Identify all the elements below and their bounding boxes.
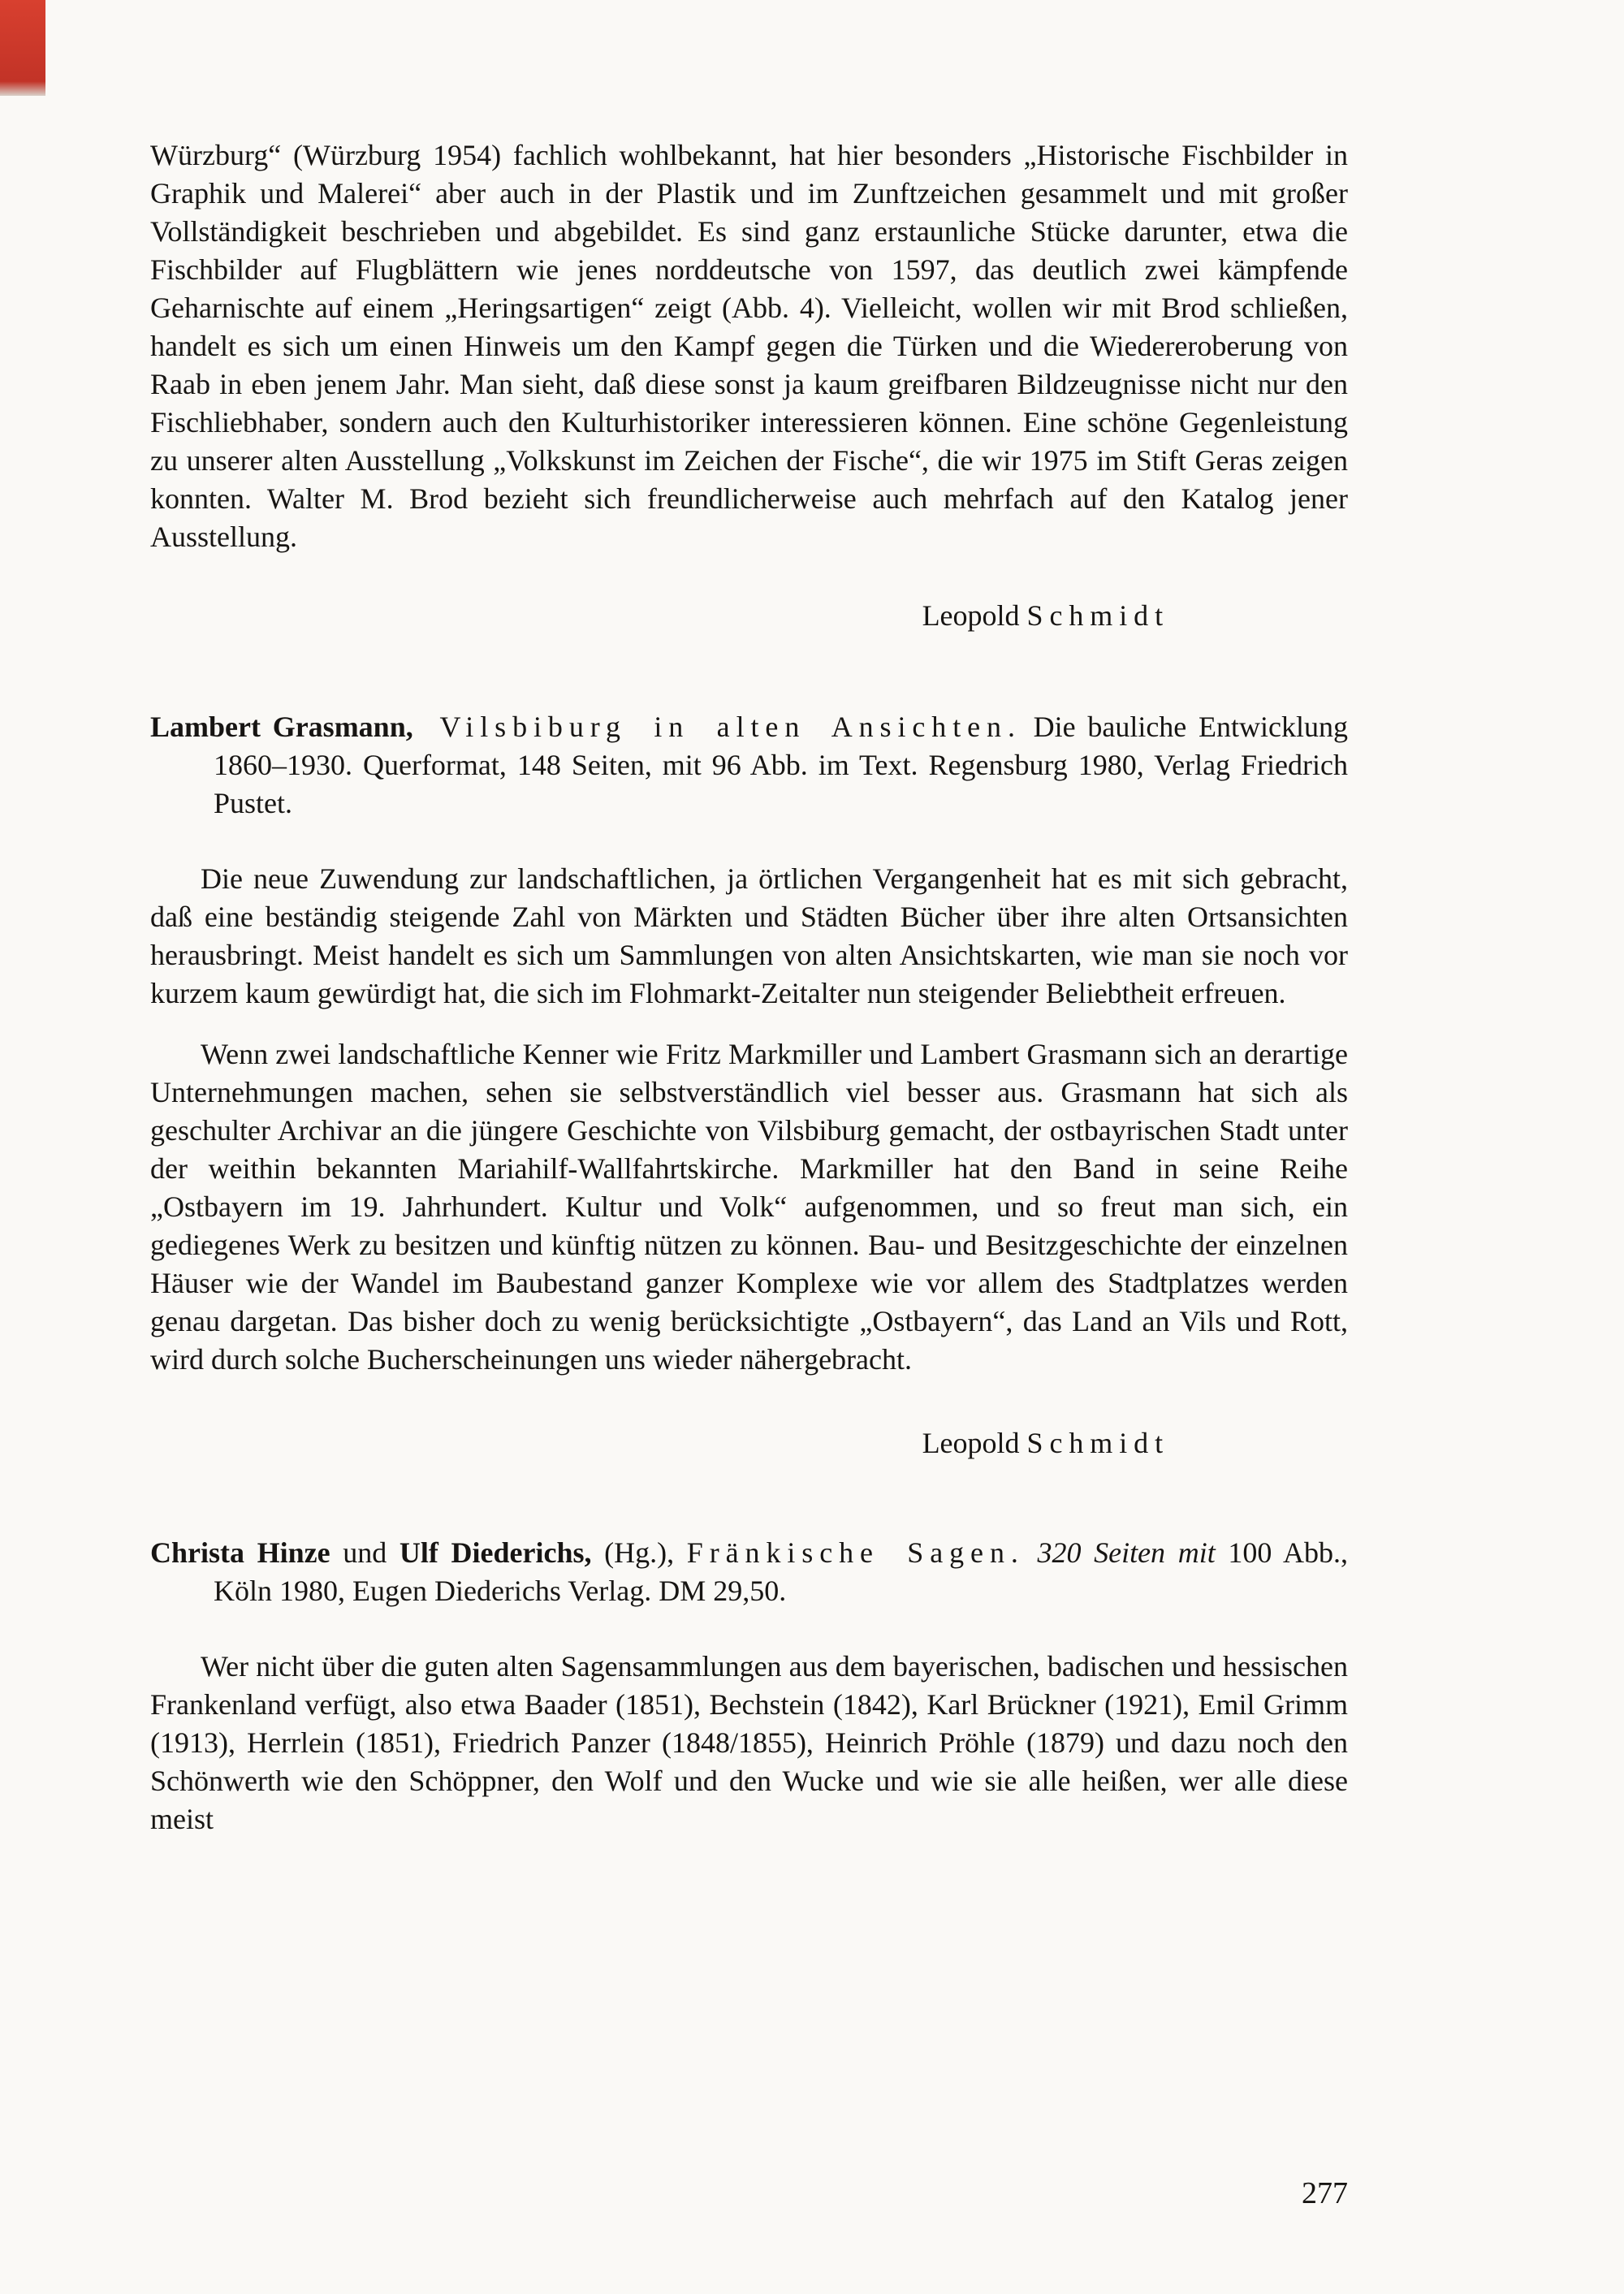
review3-details-italic: 320 Seiten mit — [1024, 1536, 1216, 1569]
review3-author-2: Ulf Diederichs, — [399, 1536, 592, 1569]
review3-conjunction: und — [330, 1536, 400, 1569]
review3-bibliographic-details: 100 Abb., Köln 1980, Eugen Diederichs Verlag. DM 29,50. — [214, 1536, 1348, 1607]
review2-title: Vilsbiburg in alten Ansichten. — [412, 711, 1021, 743]
review3-paragraph-1: Wer nicht über die guten alten Sagensammlungen aus dem bayerischen, badischen und hessischen Frankenland verfügt, also etwa Baader (1851), Bechstein (1842), Karl Brückner (1921), Emil Grimm (1913), Herrlein (1851), Friedrich Panzer (1848/1855), Heinrich Pröhle (1879) und dazu noch den Schönwerth wie den Schöppner, den Wolf und den Wucke und wie sie alle heißen, wer alle diese meist — [150, 1650, 1348, 1835]
review1-body-paragraph: Würzburg“ (Würzburg 1954) fachlich wohlbekannt, hat hier besonders „Historische Fischbilder in Graphik und Malerei“ aber auch in der Plastik und im Zunftzeichen gesammelt und mit großer Vollständigkeit beschrieben und abgebildet. Es sind ganz erstaunliche Stücke darunter, etwa die Fischbilder auf Flugblättern wie jenes norddeutsche von 1597, das deutlich zwei kämpfende Geharnischte auf einem „Heringsartigen“ zeigt (Abb. 4). Vielleicht, wollen wir mit Brod schließen, handelt es sich um einen Hinweis um den Kampf gegen die Türken und die Wiedereroberung von Raab in eben jenem Jahr. Man sieht, daß diese sonst ja kaum greifbaren Bildzeugnisse nicht nur den Fischliebhaber, sondern auch den Kulturhistoriker interessieren können. Eine schöne Gegenleistung zu unserer alten Ausstellung „Volkskunst im Zeichen der Fische“, die wir 1975 im Stift Geras zeigen konnten. Walter M. Brod bezieht sich freundlicherweise auch mehrfach auf den Katalog jener Ausstellung. — [150, 139, 1348, 553]
signature-first-name: Leopold — [922, 1427, 1027, 1459]
review2-heading — [150, 708, 1348, 823]
page-text-block — [150, 136, 1348, 1838]
scan-artifact-red-strip — [0, 0, 45, 96]
review3-heading — [150, 1534, 1348, 1610]
review2-paragraph-2: Wenn zwei landschaftliche Kenner wie Fritz Markmiller und Lambert Grasmann sich an derartige Unternehmungen machen, sehen sie selbstverständlich viel besser aus. Grasmann hat sich als geschulter Archivar an die jüngere Geschichte von Vilsbiburg gemacht, der ostbayrischen Stadt unter der weithin bekannten Mariahilf-Wallfahrtskirche. Markmiller hat den Band in seine Reihe „Ostbayern im 19. Jahrhundert. Kultur und Volk“ aufgenommen, und so freut man sich, ein gediegenes Werk zu besitzen und künftig nützen zu können. Bau- und Besitzgeschichte der einzelnen Häuser wie der Wandel im Baubestand ganzer Komplexe wie vor allem des Stadtplatzes werden genau dargetan. Das bisher doch zu wenig berücksichtigte „Ostbayern“, das Land an Vils und Rott, wird durch solche Bucherscheinungen uns wieder nähergebracht. — [150, 1038, 1348, 1376]
signature-last-name: Schmidt — [1026, 599, 1169, 632]
review2-signature — [150, 1424, 1348, 1462]
review3-title: Fränkische Sagen. — [686, 1536, 1025, 1569]
review2-bibliographic-details: Die bauliche Entwicklung 1860–1930. Querformat, 148 Seiten, mit 96 Abb. im Text. Regensburg 1980, Verlag Friedrich Pustet. — [214, 711, 1348, 819]
review3-editor-note: (Hg.), — [591, 1536, 687, 1569]
review1-signature — [150, 597, 1348, 635]
signature-last-name: Schmidt — [1026, 1427, 1169, 1459]
review2-author: Lambert Grasmann, — [150, 711, 413, 743]
page-number: 277 — [1302, 2176, 1348, 2210]
review3-author-1: Christa Hinze — [150, 1536, 330, 1569]
signature-first-name: Leopold — [922, 599, 1027, 632]
review2-paragraph-1: Die neue Zuwendung zur landschaftlichen, ja örtlichen Vergangenheit hat es mit sich gebracht, daß eine beständig steigende Zahl von Märkten und Städten Bücher über ihre alten Ortsansichten herausbringt. Meist handelt es sich um Sammlungen von alten Ansichtskarten, wie man sie noch vor kurzem kaum gewürdigt hat, die sich im Flohmarkt-Zeitalter nun steigender Beliebtheit erfreuen. — [150, 862, 1348, 1009]
